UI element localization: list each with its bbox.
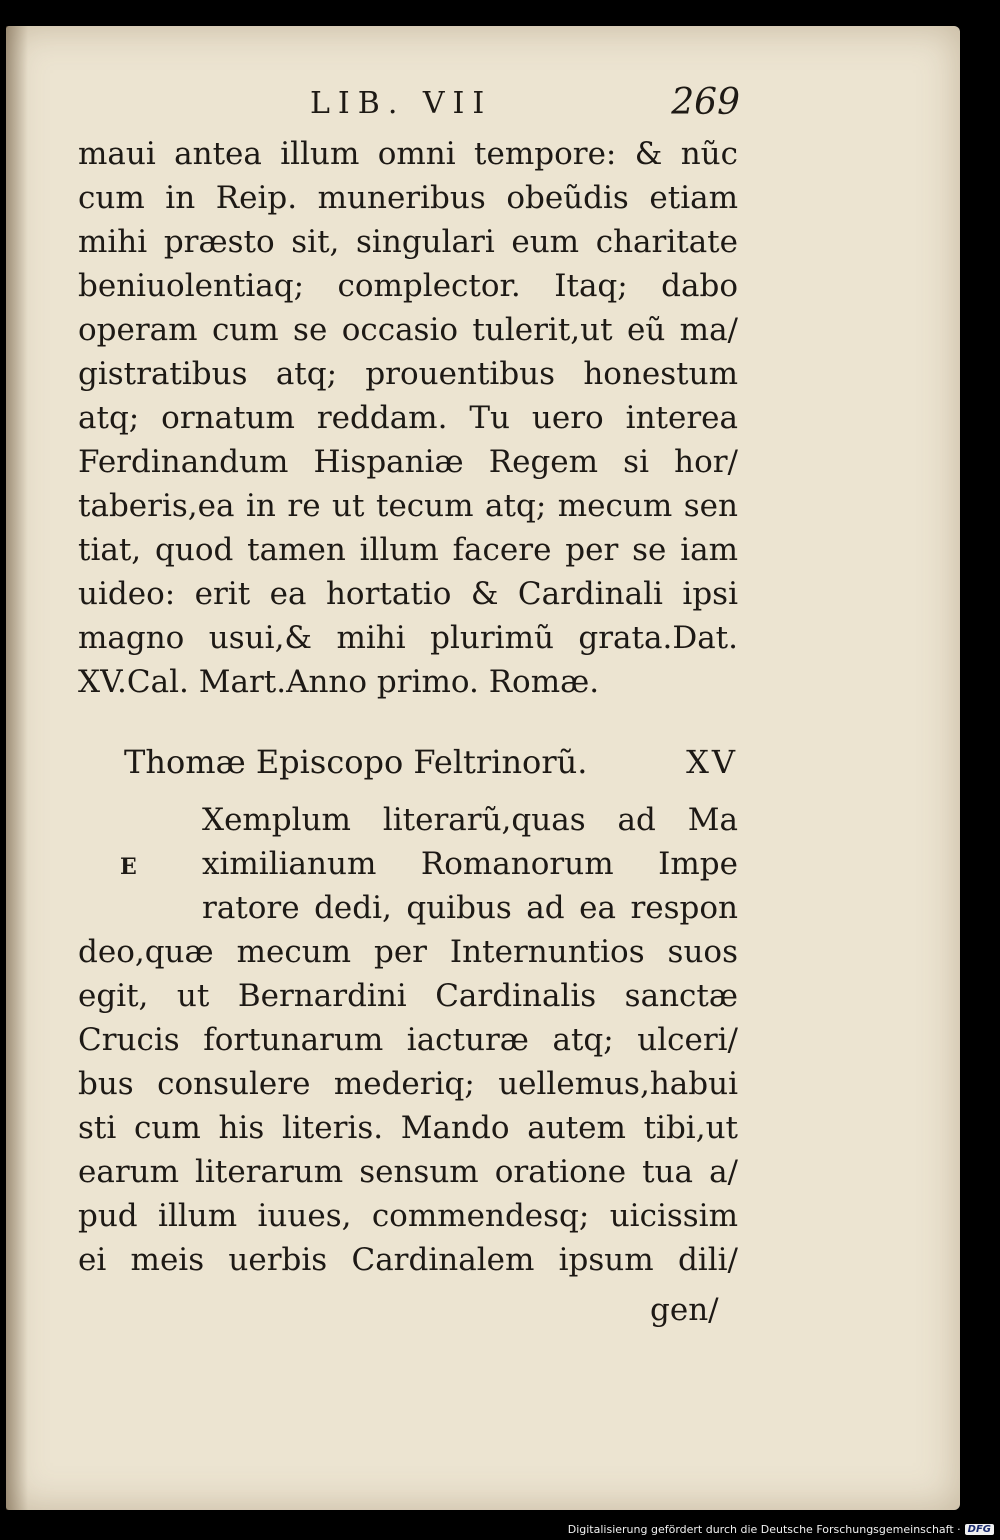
- letter-2-heading: [124, 740, 738, 790]
- guide-initial: E: [120, 854, 137, 880]
- text-line: uideo: erit ea hortatio & Cardinali ipsi: [78, 576, 738, 612]
- text-line: sti cum his literis. Mando autem tibi,ut: [78, 1110, 738, 1146]
- text-line: beniuolentiaq; complector. Itaq; dabo: [78, 268, 738, 304]
- letter-2-number: XV: [686, 743, 738, 781]
- catchword: gen/: [650, 1292, 719, 1328]
- text-line: gistratibus atq; prouentibus honestum: [78, 356, 738, 392]
- page-gutter-shadow: [6, 26, 28, 1510]
- text-line: magno usui,& mihi plurimũ grata.Dat.: [78, 620, 738, 656]
- text-line: Crucis fortunarum iacturæ atq; ulceri/: [78, 1022, 738, 1058]
- letter-2-body: [78, 798, 738, 1282]
- text-line: bus consulere mederiq; uellemus,habui: [78, 1066, 738, 1102]
- text-line: ei meis uerbis Cardinalem ipsum dili/: [78, 1242, 738, 1278]
- running-head: LIB. VII: [310, 86, 493, 121]
- text-line: taberis,ea in re ut tecum atq; mecum sen: [78, 488, 738, 524]
- letter-2-title: Thomæ Episcopo Feltrinorũ.: [124, 743, 588, 781]
- digitization-credit: [568, 1523, 994, 1536]
- letter-1-body: [78, 132, 738, 704]
- text-line: Ferdinandum Hispaniæ Regem si hor/: [78, 444, 738, 480]
- text-line: XV.Cal. Mart.Anno primo. Romæ.: [78, 664, 600, 700]
- text-line: deo,quæ mecum per Internuntios suos: [78, 934, 738, 970]
- text-line: egit, ut Bernardini Cardinalis sanctæ: [78, 978, 738, 1014]
- text-line: maui antea illum omni tempore: & nũc: [78, 136, 738, 172]
- text-line: ratore dedi, quibus ad ea respon: [202, 890, 738, 926]
- text-line: ximilianum Romanorum Impe: [202, 846, 738, 882]
- text-line: atq; ornatum reddam. Tu uero interea: [78, 400, 738, 436]
- text-line: earum literarum sensum oratione tua a/: [78, 1154, 738, 1190]
- text-line: mihi præsto sit, singulari eum charitate: [78, 224, 738, 260]
- text-line: Xemplum literarũ,quas ad Ma: [202, 802, 738, 838]
- text-line: operam cum se occasio tulerit,ut eũ ma/: [78, 312, 738, 348]
- text-line: pud illum iuues, commendesq; uicissim: [78, 1198, 738, 1234]
- credit-text: Digitalisierung gefördert durch die Deutsche Forschungsgemeinschaft ·: [567, 1523, 961, 1536]
- page-number: 269: [671, 82, 740, 123]
- text-line: cum in Reip. muneribus obeũdis etiam: [78, 180, 738, 216]
- text-line: tiat, quod tamen illum facere per se iam: [78, 532, 738, 568]
- dfg-logo: DFG: [965, 1524, 994, 1535]
- page-header: [310, 82, 740, 123]
